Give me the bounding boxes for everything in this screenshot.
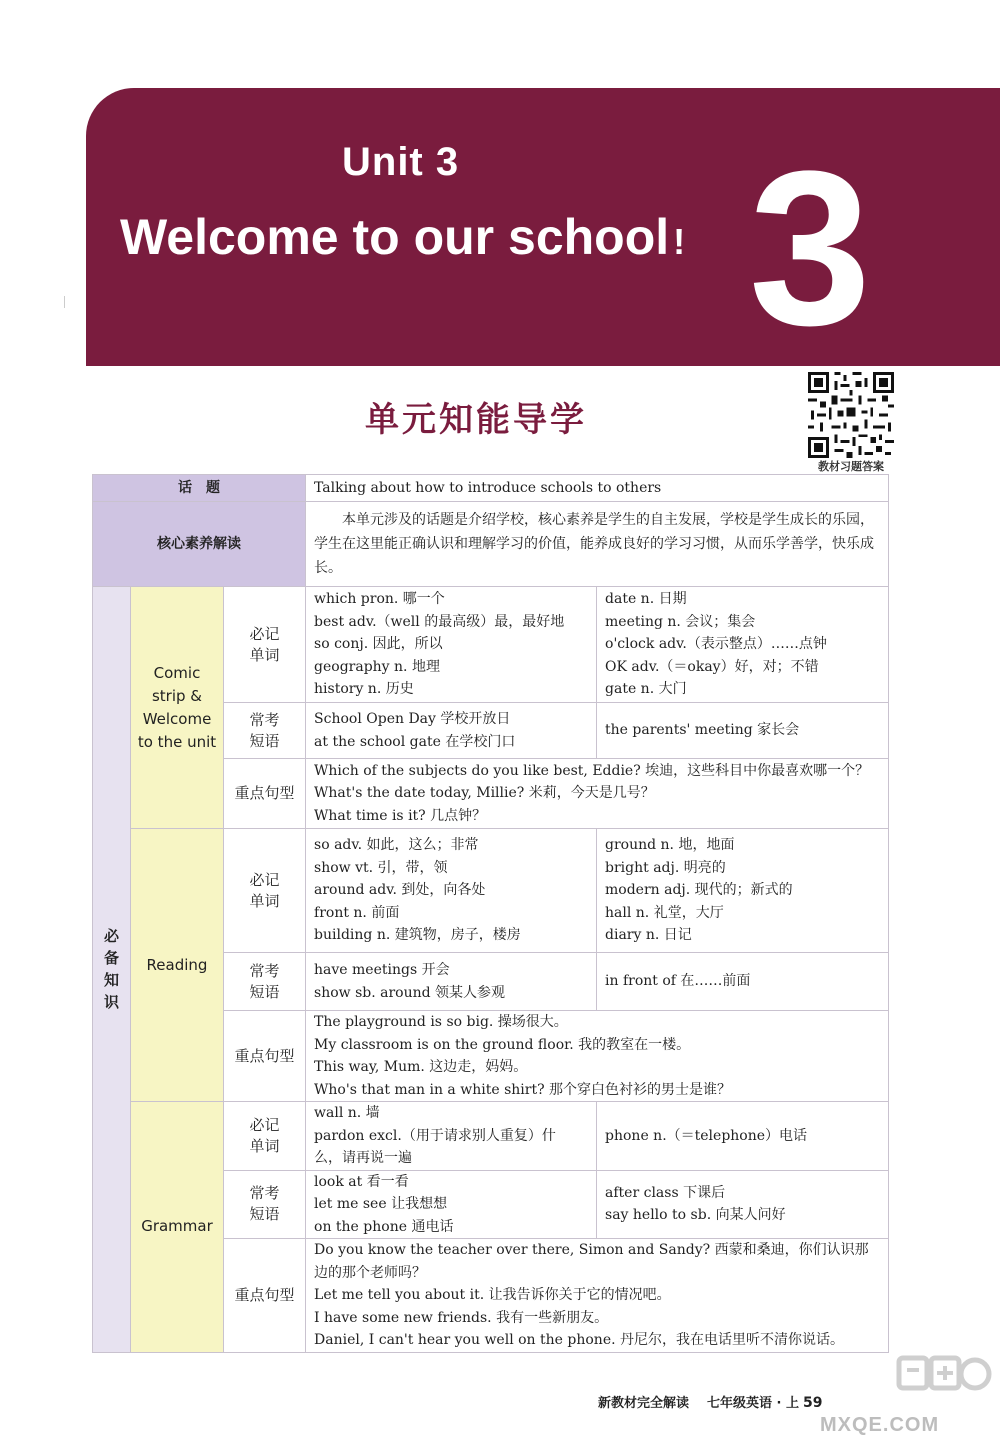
- word-item: gate n. 大门: [605, 681, 687, 698]
- phrase-item: School Open Day 学校开放日: [314, 711, 511, 727]
- phrase-item: let me see 让我想想: [314, 1196, 448, 1212]
- topic-text: Talking about how to introduce schools to others: [306, 475, 889, 502]
- sentence-item: This way, Mum. 这边走，妈妈。: [314, 1059, 528, 1075]
- sentence-item: Who's that man in a white shirt? 那个穿白色衬衫的男士是谁？: [314, 1081, 732, 1098]
- phrase-item: look at 看一看: [314, 1173, 409, 1190]
- words-right: [597, 1102, 889, 1171]
- knowledge-label-text: 必备知识: [103, 927, 119, 1012]
- sentences-label: 重点句型: [224, 1239, 306, 1353]
- sentence-item: The playground is so big. 操场很大。: [314, 1014, 568, 1030]
- section-name: Comic strip & Welcome to the unit: [131, 587, 224, 829]
- word-item: which pron. 哪一个: [314, 591, 445, 608]
- section-name: Reading: [131, 829, 224, 1102]
- unit-title-text: Welcome to our school: [120, 209, 670, 265]
- section-name: Grammar: [131, 1102, 224, 1353]
- word-item: geography n. 地理: [314, 658, 440, 675]
- words-left: [306, 1102, 597, 1171]
- word-item: best adv.（well 的最高级）最，最好地: [314, 613, 565, 630]
- sentences: [306, 1011, 889, 1102]
- footer-book-title: 新教材完全解读: [598, 1396, 690, 1411]
- sentences-label: 重点句型: [224, 1011, 306, 1102]
- topic-row: [93, 475, 889, 502]
- sentence-item: What's the date today, Millie? 米莉，今天是几号？: [314, 785, 655, 802]
- section-2-words-row: [93, 829, 889, 953]
- phrases-right: [597, 953, 889, 1011]
- phrases-left: [306, 1170, 597, 1239]
- phrase-item: show sb. around 领某人参观: [314, 984, 506, 1001]
- phrases-right: [597, 1170, 889, 1239]
- word-item: bright adj. 明亮的: [605, 859, 726, 876]
- word-item: pardon excl.（用于请求别人重复）什: [314, 1127, 556, 1144]
- sentences: [306, 1239, 889, 1353]
- phrases-left: [306, 953, 597, 1011]
- qr-code-icon[interactable]: [808, 372, 894, 458]
- words-right: [597, 587, 889, 703]
- unit-number: 3: [748, 125, 872, 371]
- section-3-words-row: [93, 1102, 889, 1171]
- word-item: around adv. 到处，向各处: [314, 882, 486, 899]
- phrases-label-text: 常考短语: [249, 1184, 280, 1224]
- page-footer: [598, 1392, 823, 1411]
- phrase-item: in front of 在……前面: [605, 973, 751, 990]
- qr-caption: 教材习题答案: [818, 460, 884, 473]
- core-label: 核心素养解读: [93, 502, 306, 587]
- words-right: [597, 829, 889, 953]
- word-item: history n. 历史: [314, 681, 414, 698]
- phrase-item: have meetings 开会: [314, 962, 450, 978]
- phrase-item: after class 下课后: [605, 1184, 726, 1201]
- word-item: ground n. 地，地面: [605, 837, 735, 854]
- section-heading: 单元知能导学: [365, 400, 587, 440]
- word-item: modern adj. 现代的；新式的: [605, 882, 793, 899]
- word-item: meeting n. 会议；集会: [605, 613, 756, 630]
- word-item: so conj. 因此，所以: [314, 636, 443, 653]
- word-item: 么，请再说一遍: [314, 1150, 413, 1166]
- word-item: building n. 建筑物，房子，楼房: [314, 927, 521, 944]
- sentence-item: What time is it? 几点钟？: [314, 807, 487, 824]
- watermark-text: MXQE.COM: [820, 1414, 940, 1436]
- words-left: [306, 587, 597, 703]
- sentence-item: Do you know the teacher over there, Simon and Sandy? 西蒙和桑迪，你们认识那: [314, 1242, 869, 1258]
- phrases-label: [224, 703, 306, 759]
- phrases-label: [224, 1170, 306, 1239]
- words-label: [224, 587, 306, 703]
- phrases-label: [224, 953, 306, 1011]
- sentences-label: 重点句型: [224, 759, 306, 829]
- unit-title-punct: !: [673, 221, 686, 262]
- word-item: o'clock adv.（表示整点）……点钟: [605, 636, 827, 653]
- unit-guide-table: [92, 474, 889, 1353]
- words-label-text: 必记单词: [249, 870, 280, 910]
- sentence-item: Which of the subjects do you like best, Eddie? 埃迪，这些科目中你最喜欢哪一个？: [314, 762, 870, 779]
- sentence-item: I have some new friends. 我有一些新朋友。: [314, 1309, 609, 1326]
- phrases-label-text: 常考短语: [249, 961, 280, 1001]
- page-number: 59: [803, 1395, 823, 1411]
- words-label: [224, 829, 306, 953]
- word-item: so adv. 如此，这么；非常: [314, 837, 479, 854]
- word-item: OK adv.（＝okay）好，对；不错: [605, 658, 819, 675]
- words-label-text: 必记单词: [249, 624, 280, 664]
- core-row: [93, 502, 889, 587]
- word-item: show vt. 引，带，领: [314, 859, 448, 876]
- word-item: hall n. 礼堂，大厅: [605, 904, 724, 921]
- sentence-item: Let me tell you about it. 让我告诉你关于它的情况吧。: [314, 1287, 671, 1303]
- phrases-left: [306, 703, 597, 759]
- sentence-item: Daniel, I can't hear you well on the phone. 丹尼尔，我在电话里听不清你说话。: [314, 1332, 845, 1348]
- sentence-item: 边的那个老师吗？: [314, 1264, 427, 1281]
- phrase-item: at the school gate 在学校门口: [314, 733, 516, 750]
- phrases-right: [597, 703, 889, 759]
- phrase-item: the parents' meeting 家长会: [605, 722, 800, 739]
- word-item: phone n.（＝telephone）电话: [605, 1127, 808, 1144]
- crop-mark: [64, 296, 65, 308]
- word-item: diary n. 日记: [605, 927, 692, 944]
- section-1-words-row: [93, 587, 889, 703]
- unit-title: [120, 208, 685, 266]
- footer-grade: 七年级英语 · 上: [707, 1396, 800, 1411]
- word-item: date n. 日期: [605, 591, 687, 608]
- knowledge-label: [93, 587, 131, 1353]
- words-label-text: 必记单词: [249, 1115, 280, 1155]
- word-item: wall n. 墙: [314, 1105, 380, 1121]
- unit-label: Unit 3: [342, 140, 460, 184]
- word-item: front n. 前面: [314, 904, 400, 921]
- core-text: 本单元涉及的话题是介绍学校，核心素养是学生的自主发展，学校是学生成长的乐园，学生在这里能正确认识和理解学习的价值，能养成良好的学习习惯，从而乐学善学，快乐成长。: [306, 502, 889, 587]
- topic-label: 话 题: [93, 475, 306, 502]
- phrases-label-text: 常考短语: [249, 710, 280, 750]
- phrase-item: say hello to sb. 向某人问好: [605, 1207, 786, 1224]
- phrase-item: on the phone 通电话: [314, 1218, 454, 1235]
- sentences: [306, 759, 889, 829]
- sentence-item: My classroom is on the ground floor. 我的教室在一楼。: [314, 1036, 691, 1053]
- words-label: [224, 1102, 306, 1171]
- words-left: [306, 829, 597, 953]
